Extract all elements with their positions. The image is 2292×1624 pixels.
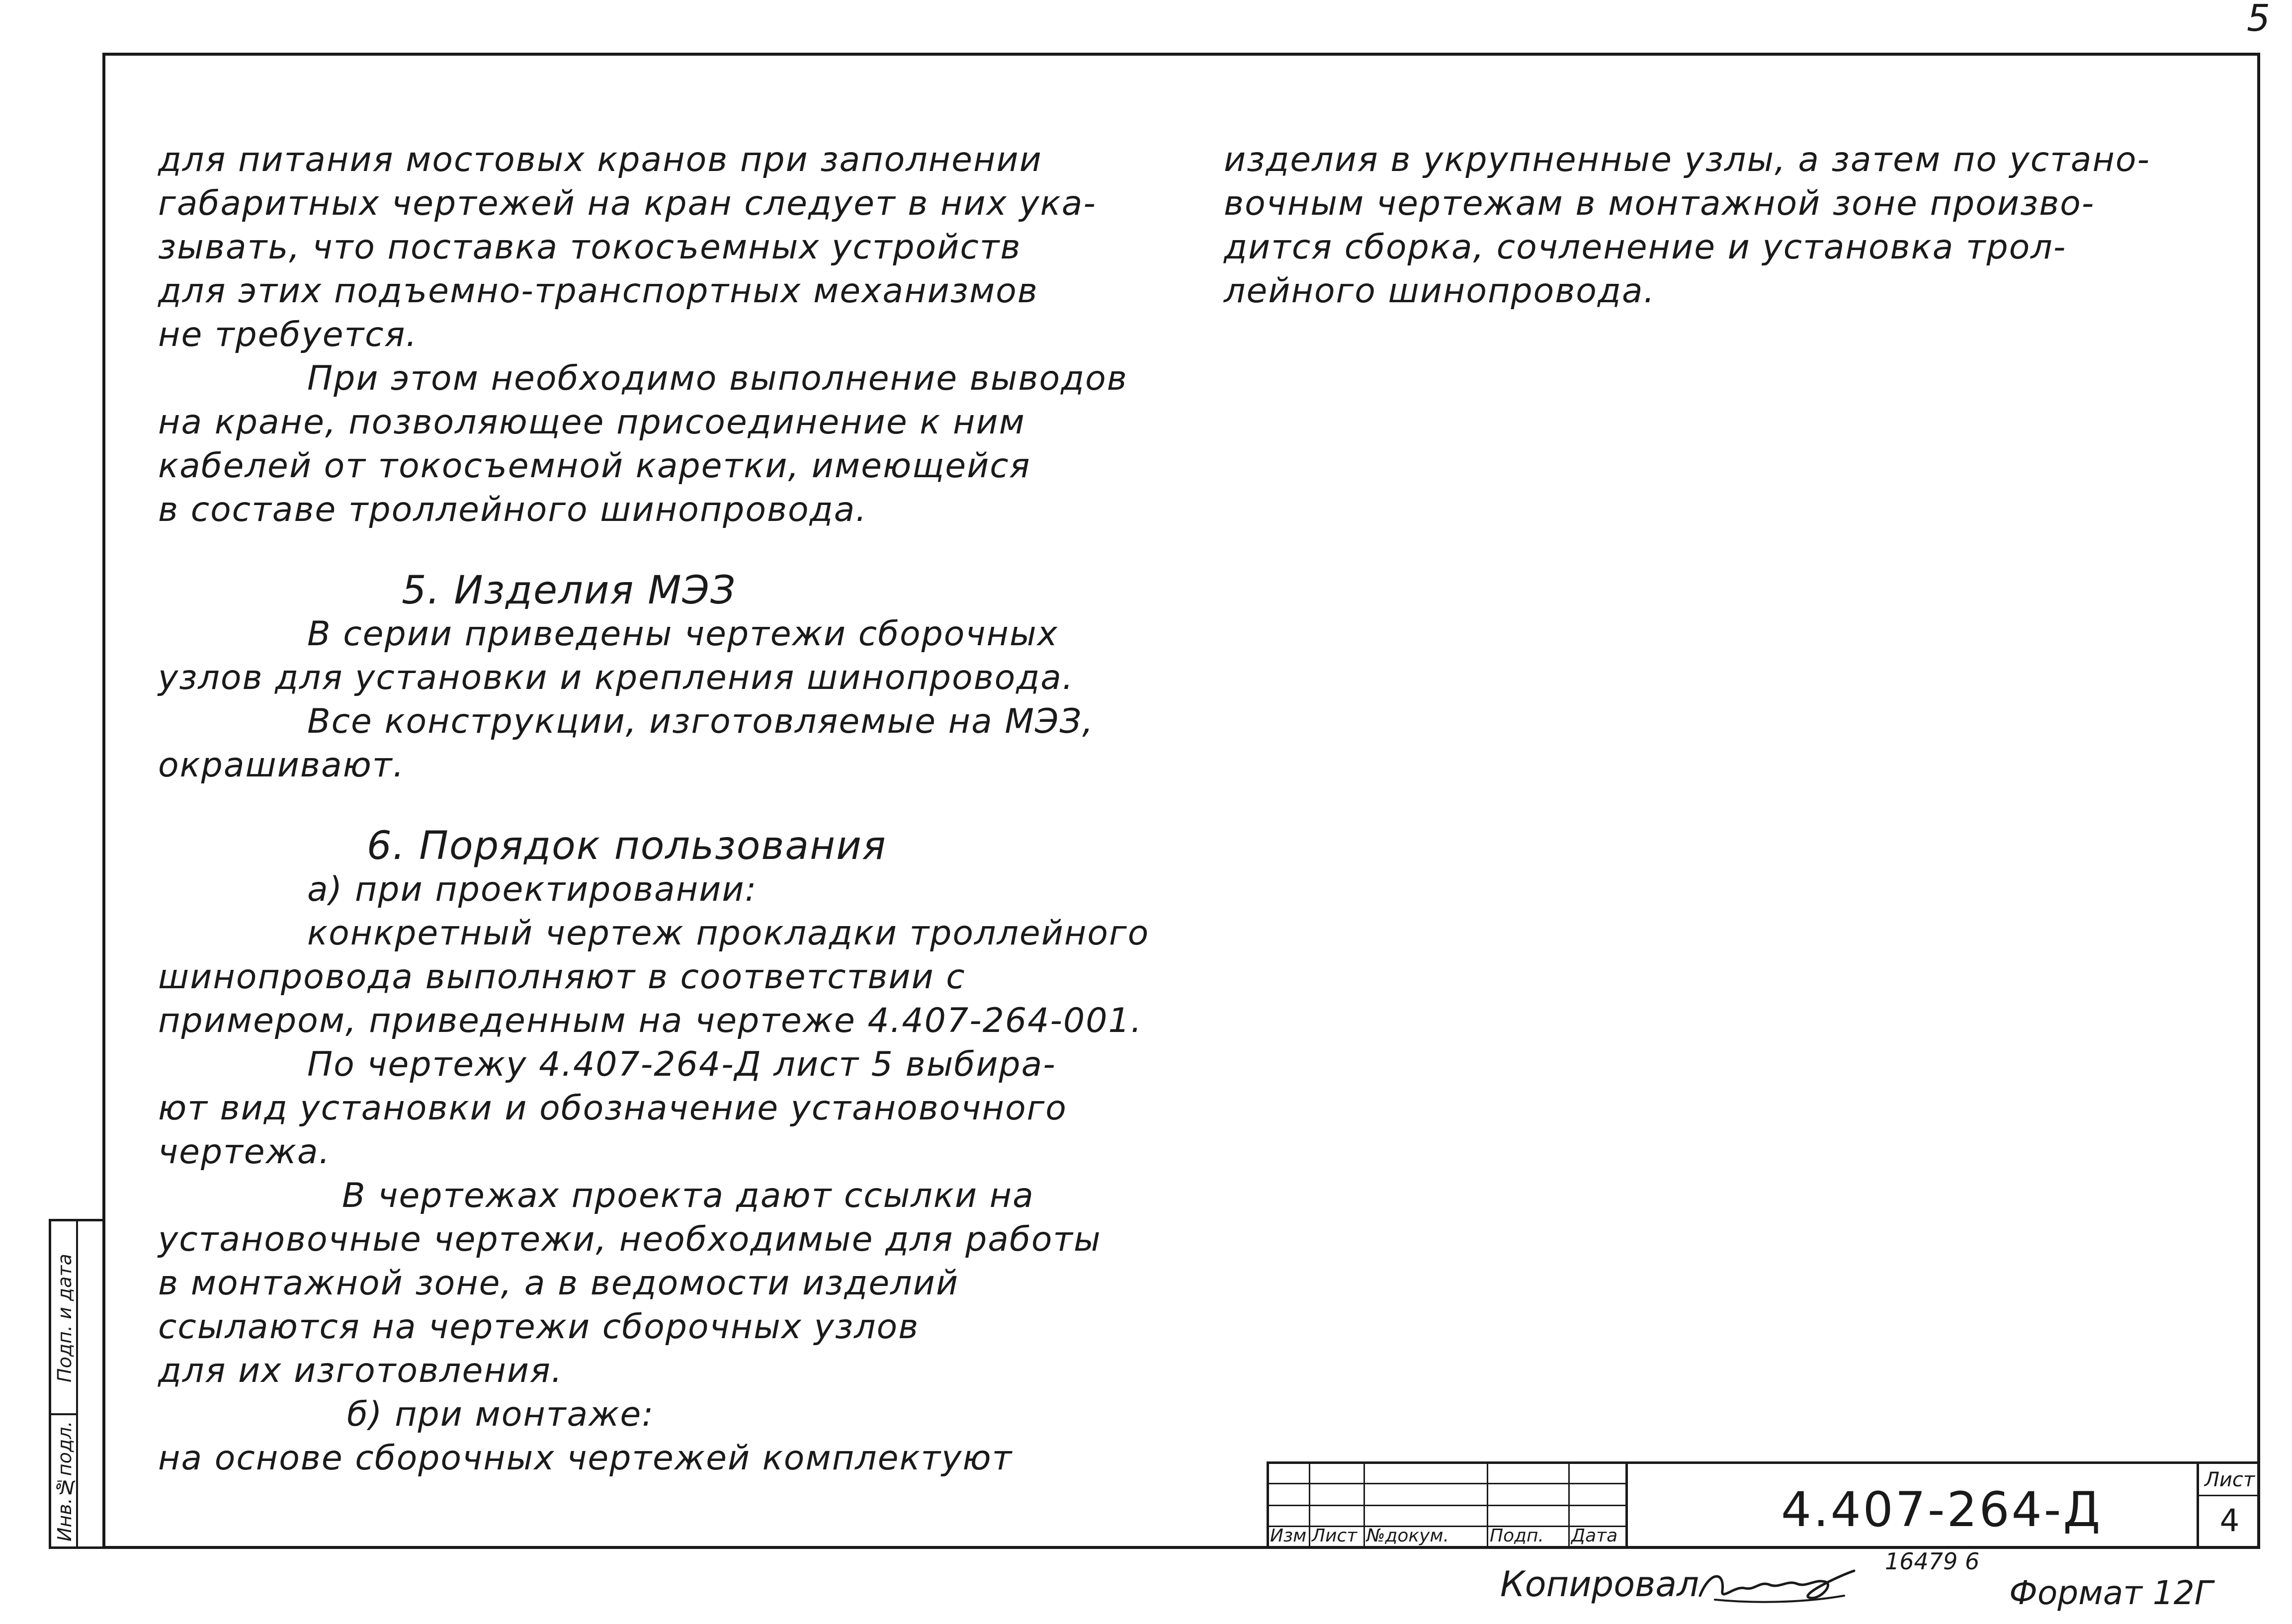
section-6a-body-3 bbox=[158, 1174, 1172, 1393]
col-label-doc-no: №докум. bbox=[1366, 1526, 1449, 1546]
margin-label-inv-no: Инв.№подл. bbox=[54, 1421, 76, 1542]
text-line: В чертежах проекта дают ссылки на bbox=[342, 1176, 1034, 1215]
margin-stamp bbox=[49, 1219, 102, 1549]
text-line: изделия в укрупненные узлы, а затем по устано- bbox=[1224, 140, 2151, 179]
text-line: для их изготовления. bbox=[158, 1351, 563, 1390]
col-label-change: Изм bbox=[1270, 1526, 1307, 1546]
text-line: примером, приведенным на чертеже 4.407-264-001. bbox=[158, 1001, 1143, 1040]
text-line: ссылаются на чертежи сборочных узлов bbox=[158, 1307, 920, 1347]
text-line: ют вид установки и обозначение установочного bbox=[158, 1089, 1067, 1128]
section-6b-body bbox=[158, 1437, 1172, 1480]
section-5-body bbox=[158, 612, 1172, 787]
archive-number: 16479 6 bbox=[1885, 1548, 1980, 1575]
col-label-sheet: Лист bbox=[1312, 1526, 1358, 1546]
text-line: Все конструкции, изготовляемые на МЭЗ, bbox=[307, 702, 1094, 741]
table-divider bbox=[1363, 1464, 1365, 1549]
text-line: шинопровода выполняют в соответствии с bbox=[158, 957, 966, 997]
paragraph-crane-outputs bbox=[158, 357, 1172, 532]
text-line: вочным чертежам в монтажной зоне произво- bbox=[1224, 184, 2095, 223]
margin-label-sign-date: Подп. и дата bbox=[54, 1254, 76, 1383]
section-6a-body-2 bbox=[158, 1043, 1172, 1174]
table-divider bbox=[1487, 1464, 1488, 1549]
page-number: 5 bbox=[2247, 0, 2271, 40]
text-line: на кране, позволяющее присоединение к ним bbox=[158, 403, 1025, 442]
text-line: По чертежу 4.407-264-Д лист 5 выбира- bbox=[307, 1045, 1056, 1084]
title-block bbox=[1267, 1461, 2260, 1549]
sheet-cell bbox=[2197, 1464, 2260, 1549]
text-line: в монтажной зоне, а в ведомости изделий bbox=[158, 1264, 959, 1303]
section-6-heading: 6. Порядок пользования bbox=[367, 824, 887, 868]
document-code: 4.407-264-Д bbox=[1781, 1482, 2103, 1538]
text-line: не требуется. bbox=[158, 315, 418, 354]
text-line: для этих подъемно-транспортных механизмов bbox=[158, 271, 1038, 311]
right-text-column bbox=[1224, 138, 2258, 313]
section-5-heading: 5. Изделия МЭЗ bbox=[402, 568, 736, 613]
left-text-column bbox=[158, 138, 1172, 1480]
subsection-design-title: а) при проектировании: bbox=[307, 870, 758, 909]
revision-row bbox=[1269, 1505, 1625, 1506]
text-line: конкретный чертеж прокладки троллейного bbox=[307, 914, 1150, 953]
text-line: В серии приведены чертежи сборочных bbox=[307, 614, 1058, 654]
subsection-installation-title: б) при монтаже: bbox=[347, 1395, 655, 1434]
copied-by-label: Копировал bbox=[1500, 1564, 1699, 1605]
text-line: на основе сборочных чертежей комплектуют bbox=[158, 1439, 1013, 1478]
text-line: кабелей от токосъемной каретки, имеющейся bbox=[158, 446, 1031, 486]
section-6a-body bbox=[158, 912, 1172, 1043]
text-line: для питания мостовых кранов при заполнении bbox=[158, 140, 1042, 179]
format-label: Формат 12Г bbox=[2009, 1574, 2213, 1612]
text-line: окрашивают. bbox=[158, 746, 405, 785]
text-line: в составе троллейного шинопровода. bbox=[158, 490, 867, 529]
text-line: лейного шинопровода. bbox=[1224, 271, 1656, 311]
sheet-value: 4 bbox=[2219, 1502, 2240, 1539]
sheet-label: Лист bbox=[2199, 1466, 2260, 1496]
paragraph-crane-dimensions bbox=[158, 138, 1172, 357]
text-line: зывать, что поставка токосъемных устройств bbox=[158, 228, 1021, 267]
text-line: При этом необходимо выполнение выводов bbox=[307, 359, 1128, 398]
text-line: дится сборка, сочленение и установка трол- bbox=[1224, 228, 2067, 267]
text-line: чертежа. bbox=[158, 1132, 331, 1172]
signature-mark bbox=[1695, 1561, 1859, 1609]
col-label-date: Дата bbox=[1571, 1526, 1618, 1546]
revision-table bbox=[1269, 1464, 1628, 1549]
text-line: установочные чертежи, необходимые для работы bbox=[158, 1220, 1102, 1259]
text-line: габаритных чертежей на кран следует в них ука- bbox=[158, 184, 1097, 223]
revision-row bbox=[1269, 1483, 1625, 1484]
col-label-sign: Подп. bbox=[1490, 1526, 1544, 1546]
table-divider bbox=[1309, 1464, 1310, 1549]
text-line: узлов для установки и крепления шинопровода. bbox=[158, 658, 1074, 697]
table-divider bbox=[1568, 1464, 1570, 1549]
